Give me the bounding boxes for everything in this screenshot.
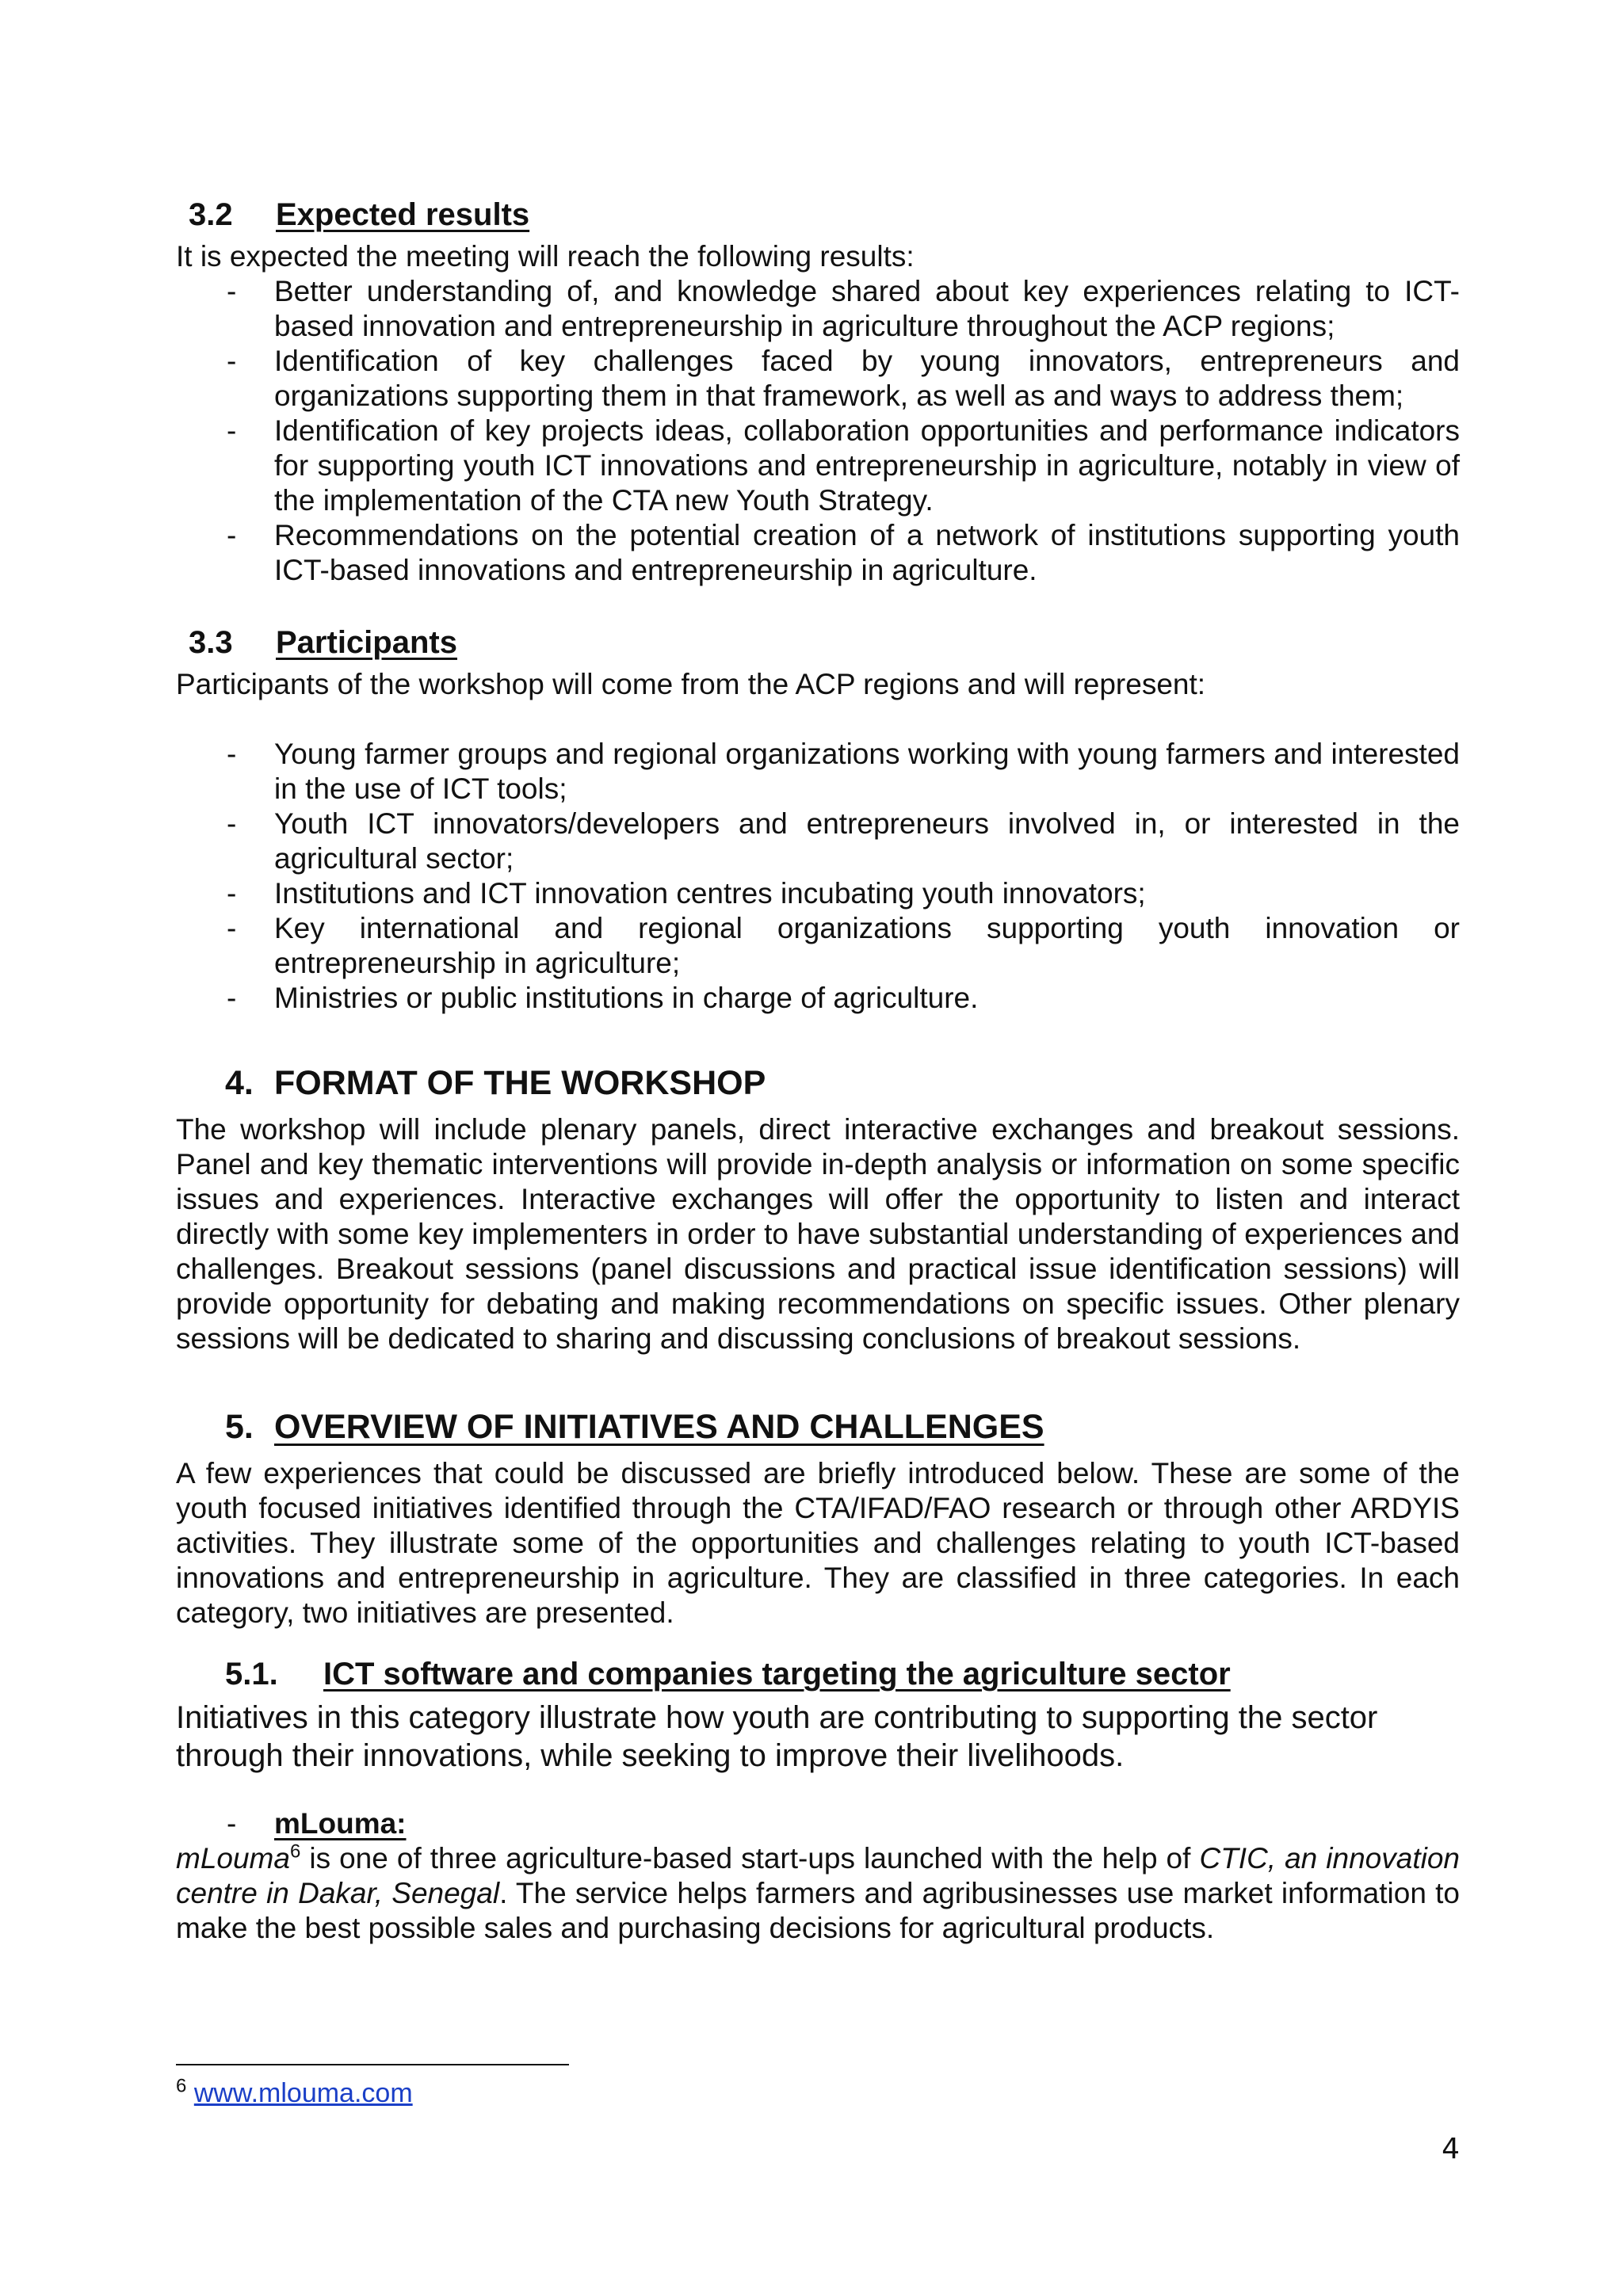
footnote-reference[interactable]: 6 <box>289 1840 301 1863</box>
list-item: - Better understanding of, and knowledge shared about key experiences relating to ICT-based innovation and entrepreneurship in agriculture throughout the ACP regions; <box>227 275 1460 342</box>
list-item: - Identification of key challenges faced by young innovators, entrepreneurs and organizations supporting them in that framework, as well as and ways to address them; <box>227 345 1460 412</box>
heading-ict-software <box>225 1654 1460 1694</box>
section-number: 3.3 <box>189 625 233 660</box>
participants-list <box>176 737 1460 1016</box>
page-number: 4 <box>1442 2133 1460 2165</box>
list-item: - Ministries or public institutions in charge of agriculture. <box>227 982 979 1014</box>
footnote <box>176 2077 413 2109</box>
heading-participants <box>189 623 1460 662</box>
section-title: Participants <box>276 625 457 660</box>
footnote-link[interactable]: www.mlouma.com <box>193 2078 413 2108</box>
section-title: FORMAT OF THE WORKSHOP <box>274 1064 766 1102</box>
list-item: - Key international and regional organizations supporting youth innovation or entrepreneurship in agriculture; <box>227 912 1460 979</box>
list-item: - Recommendations on the potential creation of a network of institutions supporting youth ICT-based innovations and entrepreneurship in agriculture. <box>227 519 1460 586</box>
list-item: - Youth ICT innovators/developers and entrepreneurs involved in, or interested in the agricultural sector; <box>227 807 1460 875</box>
expected-results-intro: It is expected the meeting will reach the following results: <box>176 240 915 273</box>
section-number: 3.2 <box>189 197 233 232</box>
section-number: 5.1. <box>225 1657 278 1691</box>
section-number: 4. <box>225 1064 254 1102</box>
expected-results-list <box>176 274 1460 588</box>
list-item: - Institutions and ICT innovation centres incubating youth innovators; <box>227 877 1146 910</box>
heading-expected-results <box>189 195 1460 235</box>
mlouma-heading: - mLouma: <box>227 1807 407 1840</box>
footnote-divider <box>176 2064 569 2065</box>
section-number: 5. <box>225 1408 254 1446</box>
section-title: OVERVIEW OF INITIATIVES AND CHALLENGES <box>274 1408 1044 1446</box>
ict-software-lead: Initiatives in this category illustrate how youth are contributing to supporting the sector through their innovations, while seeking to improve their livelihoods. <box>176 1700 1378 1773</box>
participants-intro: Participants of the workshop will come from the ACP regions and will represent: <box>176 668 1206 700</box>
heading-overview-initiatives <box>225 1405 1460 1448</box>
heading-format-of-workshop <box>225 1062 1460 1104</box>
list-item: - Identification of key projects ideas, collaboration opportunities and performance indicators for supporting youth ICT innovations and entrepreneurship in agriculture, notably in view of the implementation of the CTA new Youth Strategy. <box>227 414 1460 517</box>
section-title: Expected results <box>276 197 530 232</box>
footnote-number: 6 <box>176 2075 187 2097</box>
document-page <box>176 195 1460 1946</box>
list-item: - Young farmer groups and regional organizations working with young farmers and interested in the use of ICT tools; <box>227 738 1460 805</box>
section-title: ICT software and companies targeting the agriculture sector <box>323 1657 1231 1691</box>
overview-body: A few experiences that could be discussed are briefly introduced below. These are some of the youth focused initiatives identified through the CTA/IFAD/FAO research or through other ARDYIS activities. They illustrate some of the opportunities and challenges relating to youth ICT-based innovations and entrepreneurship in agriculture. They are classified in three categories. In each category, two initiatives are presented. <box>176 1457 1460 1629</box>
mlouma-description: mLouma$^6$ is one of three agriculture-based start-ups launched with the help of CTIC, an innovation centre in Dakar, Senegal. The service helps farmers and agribusinesses use market information to make the best possible sales and purchasing decisions for agricultural products. <box>176 1840 1460 1944</box>
format-body: The workshop will include plenary panels, direct interactive exchanges and breakout sessions. Panel and key thematic interventions will provide in-depth analysis or information on some specific issues and experiences. Interactive exchanges will offer the opportunity to listen and interact directly with some key implementers in order to have substantial understanding of experiences and challenges. Breakout sessions (panel discussions and practical issue identification sessions) will provide opportunity for debating and making recommendations on specific issues. Other plenary sessions will be dedicated to sharing and discussing conclusions of breakout sessions. <box>176 1113 1460 1355</box>
